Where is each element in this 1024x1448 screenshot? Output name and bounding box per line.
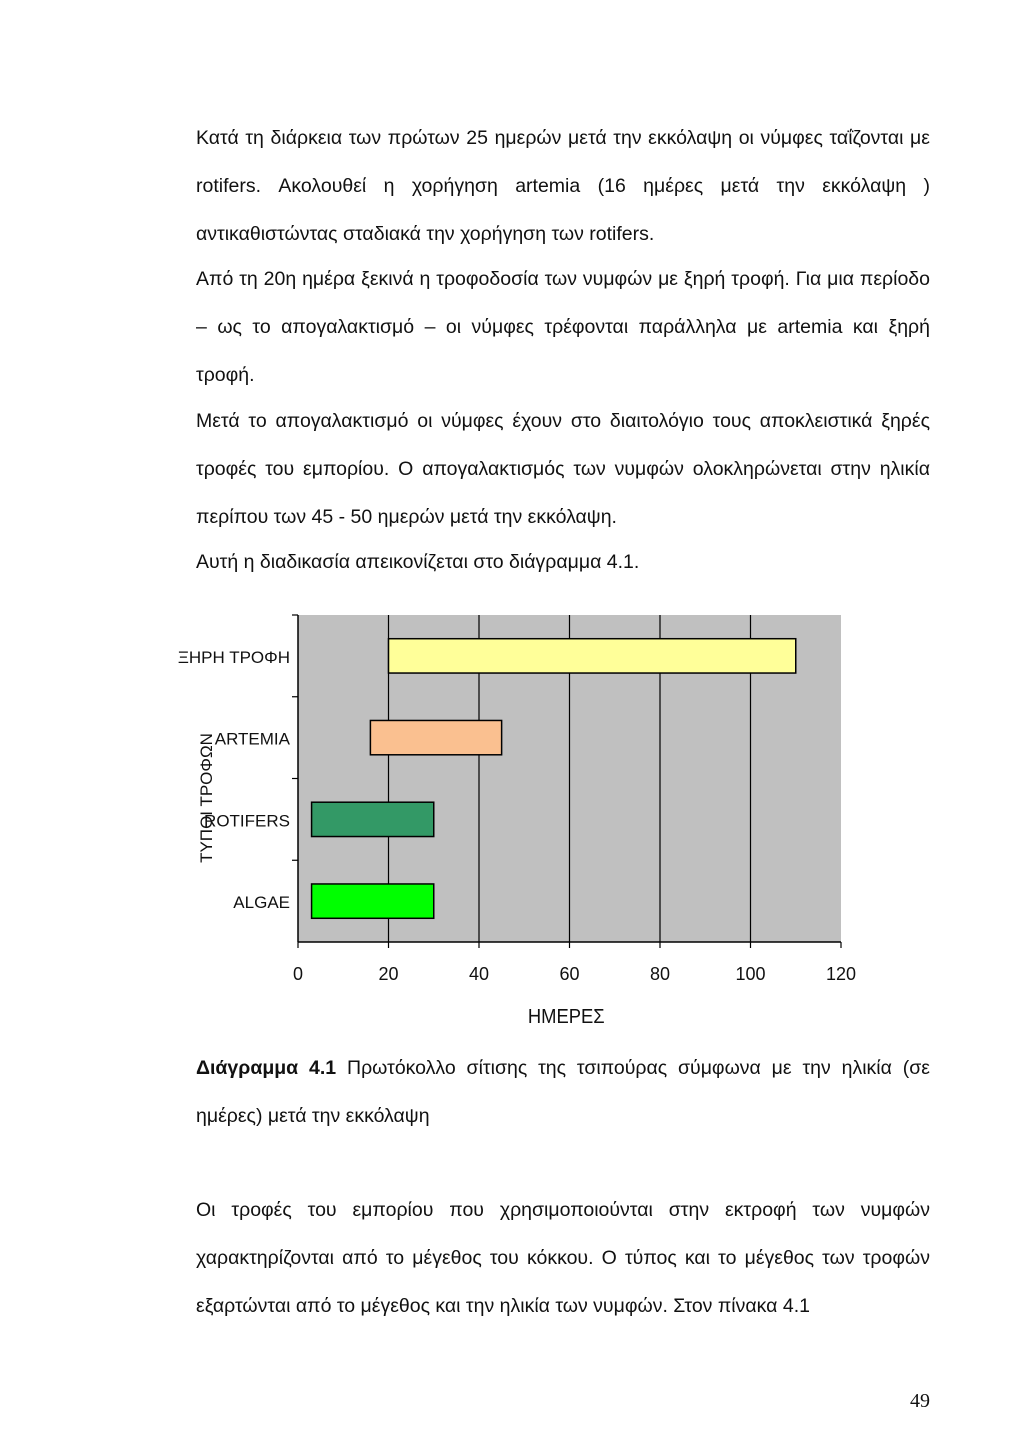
x-tick-label: 60 xyxy=(559,964,580,984)
paragraph-2: Από τη 20η ημέρα ξεκινά η τροφοδοσία των νυμφών με ξηρή τροφή. Για μια περίοδο – ως το απογαλακτισμό – οι νύμφες τρέφονται παράλληλα με artemia και ξηρή τροφή. xyxy=(196,268,930,386)
x-tick-label: 80 xyxy=(649,964,671,984)
x-tick-label: 120 xyxy=(825,964,857,984)
figure-caption-label: Διάγραμμα 4.1 xyxy=(196,1057,337,1079)
bar-4 xyxy=(312,884,434,918)
paragraph-3: Μετά το απογαλακτισμό οι νύμφες έχουν στο διαιτολόγιο τους αποκλειστικά ξηρές τροφές του εμπορίου. Ο απογαλακτισμός των νυμφών ολοκληρώνεται στην ηλικία περίπου των 45 - 50 ημερών μετά την εκκόλαψη. xyxy=(196,410,930,528)
category-label: ΞΗΡΗ ΤΡΟΦΗ xyxy=(177,647,290,667)
x-tick-label: 100 xyxy=(735,964,766,984)
x-axis-title: ΗΜΕΡΕΣ xyxy=(527,1006,605,1029)
bar-2 xyxy=(370,720,501,754)
category-label: ARTEMIA xyxy=(214,729,290,749)
y-axis-title: ΤΥΠΟΙ ΤΡΟΦΩΝ xyxy=(197,733,216,863)
figure-caption xyxy=(196,1044,930,1140)
bar-1 xyxy=(389,639,796,673)
page-number: 49 xyxy=(910,1390,930,1412)
x-tick-label: 20 xyxy=(378,964,399,984)
paragraph-4: Αυτή η διαδικασία απεικονίζεται στο διάγραμμα 4.1. xyxy=(196,551,640,573)
figure-caption-text: Πρωτόκολλο σίτισης της τσιπούρας σύμφωνα με την ηλικία (σε ημέρες) μετά την εκκόλαψη xyxy=(196,1057,930,1127)
bar-3 xyxy=(312,802,434,836)
category-label: ROTIFERS xyxy=(204,811,290,831)
x-tick-label: 40 xyxy=(468,964,490,984)
paragraph-1: Κατά τη διάρκεια των πρώτων 25 ημερών μετά την εκκόλαψη οι νύμφες ταΐζονται με rotifers. Ακολουθεί η χορήγηση artemia (16 ημέρες μετά την εκκόλαψη ) αντικαθιστώντας σταδιακά την χορήγηση των rotifers. xyxy=(196,127,930,245)
category-label: ALGAE xyxy=(233,893,290,913)
x-tick-label: 0 xyxy=(292,964,304,984)
feeding-protocol-chart xyxy=(177,605,870,1030)
paragraph-5: Οι τροφές του εμπορίου που χρησιμοποιούνται στην εκτροφή των νυμφών χαρακτηρίζονται από το μέγεθος του κόκκου. Ο τύπος και το μέγεθος των τροφών εξαρτώνται από το μέγεθος και την ηλικία των νυμφών. Στον πίνακα 4.1 xyxy=(196,1199,930,1317)
